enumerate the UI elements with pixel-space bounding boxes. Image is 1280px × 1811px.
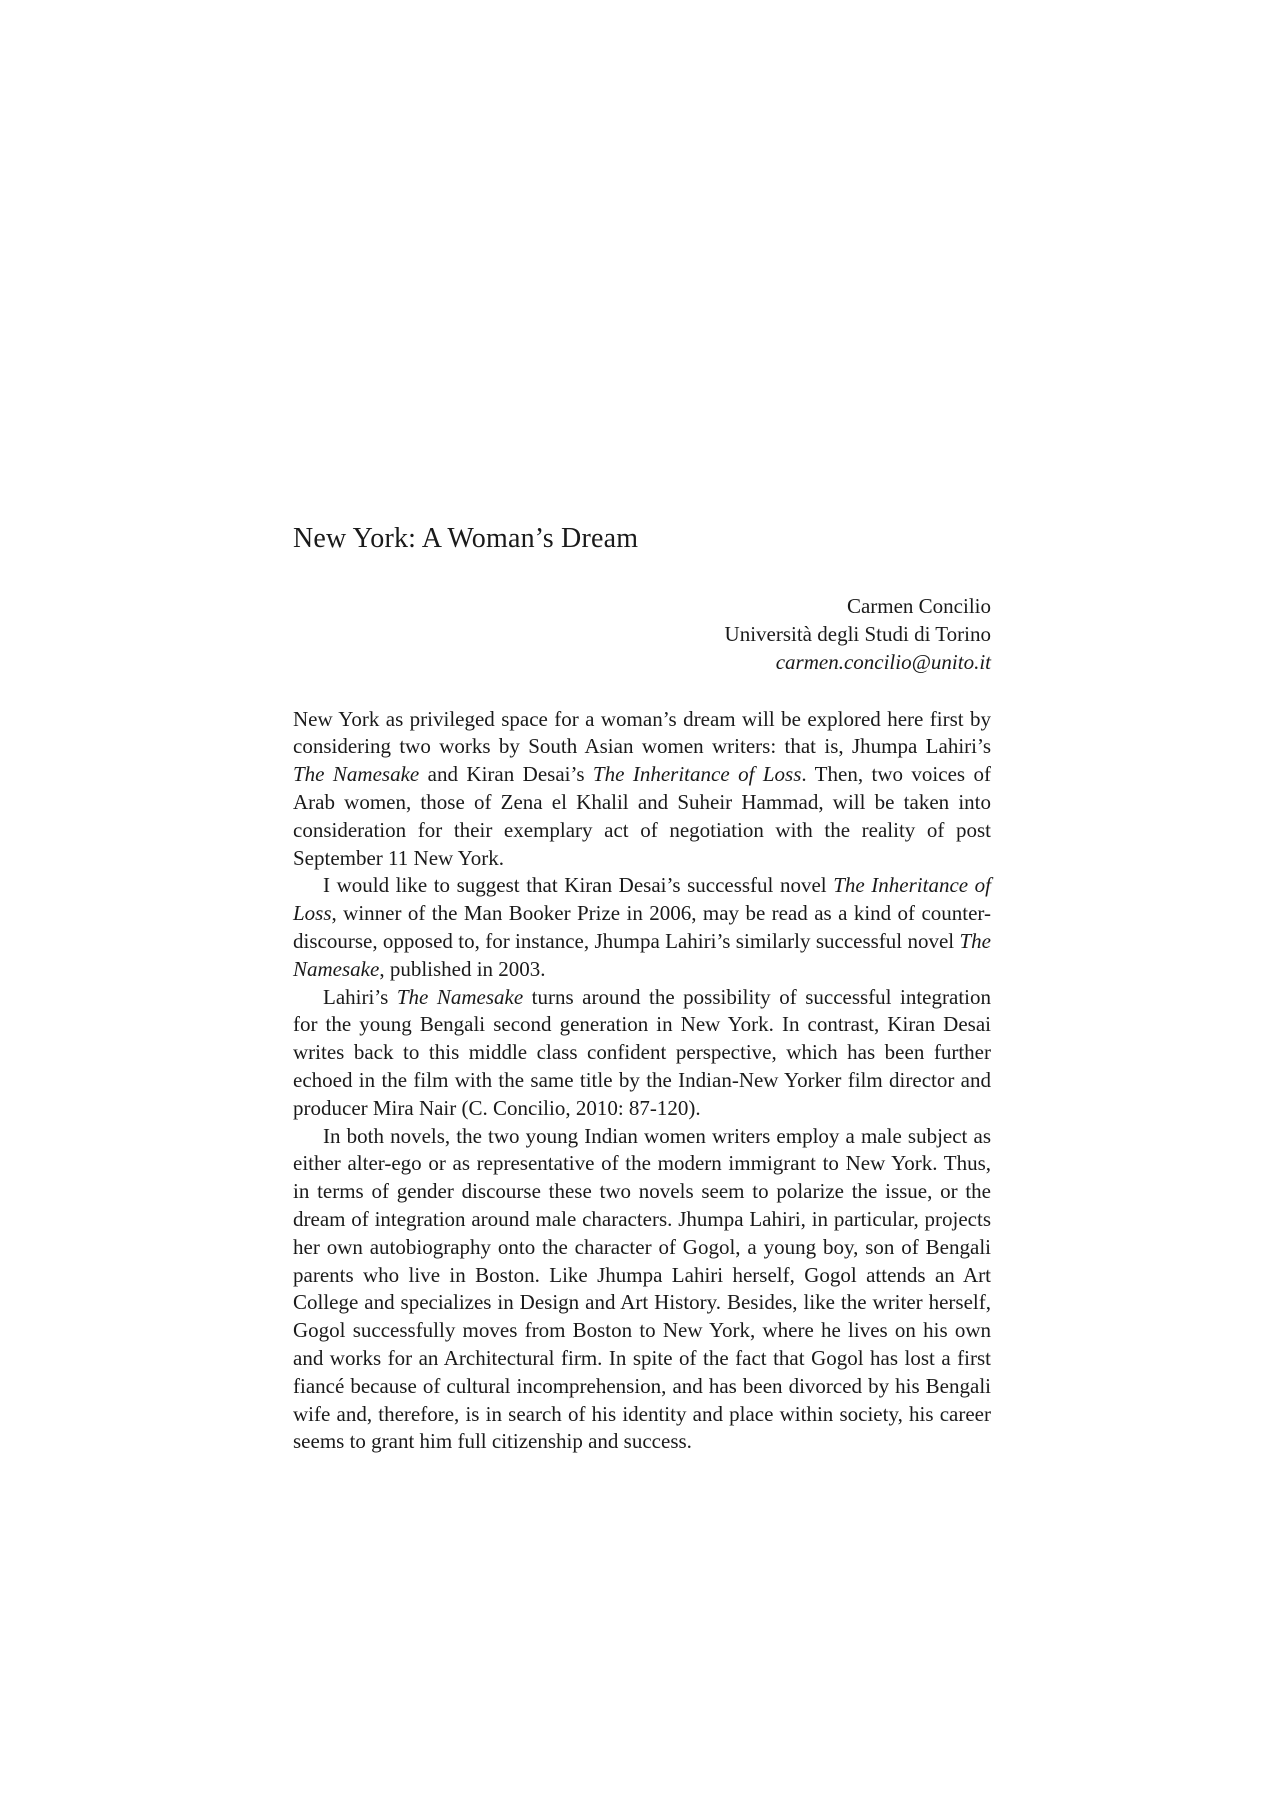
paragraph-text: turns around the possibility of successful integration for the young Bengali second generation in New York. In contrast, Kiran Desai writes back to this middle class confident perspective, which has been further echoed in the film with the same title by the Indian-New Yorker film director and producer Mira Nair (C. Concilio, 2010: 87-120). — [293, 984, 991, 1120]
paragraph-text: New York as privileged space for a woman’s dream will be explored here first by considering two works by South Asian women writers: that is, Jhumpa Lahiri’s — [293, 706, 991, 759]
paragraph-text: , winner of the Man Booker Prize in 2006, may be read as a kind of counter-discourse, opposed to, for instance, Jhumpa Lahiri’s similarly successful novel — [293, 901, 991, 953]
page-content — [293, 522, 991, 1456]
author-name: Carmen Concilio — [846, 593, 991, 618]
paragraph-1 — [293, 706, 991, 873]
paragraph-4 — [293, 1123, 991, 1457]
paragraph-text: I would like to suggest that Kiran Desai’s successful novel — [323, 873, 834, 898]
book-title: The Namesake — [396, 984, 524, 1009]
paragraph-text: . Then, two voices of Arab women, those of Zena el Khalil and Suheir Hammad, will be taken into consideration for their exemplary act of negotiation with the reality of post September 11 New York. — [293, 762, 991, 870]
paragraph-text: , published in 2003. — [379, 956, 546, 981]
book-title: The Inheritance of Loss — [592, 762, 802, 787]
paragraph-2 — [293, 872, 991, 983]
article-body — [293, 706, 991, 1457]
author-email: carmen.concilio@unito.it — [775, 649, 991, 674]
paragraph-text: Lahiri’s — [323, 984, 397, 1009]
author-block — [293, 592, 991, 676]
paragraph-3 — [293, 984, 991, 1123]
author-affiliation: Università degli Studi di Torino — [724, 621, 991, 646]
paragraph-text: and Kiran Desai’s — [419, 762, 593, 787]
book-title: The Namesake — [293, 928, 991, 981]
book-title: The Namesake — [293, 762, 420, 787]
paragraph-text: In both novels, the two young Indian women writers employ a male subject as either alter-ego or as representative of the modern immigrant to New York. Thus, in terms of gender discourse these two novels seem to polarize the issue, or the dream of integration around male characters. Jhumpa Lahiri, in particular, projects her own autobiography onto the character of Gogol, a young boy, son of Bengali parents who live in Boston. Like Jhumpa Lahiri herself, Gogol attends an Art College and specializes in Design and Art History. Besides, like the writer herself, Gogol successfully moves from Boston to New York, where he lives on his own and works for an Architectural firm. In spite of the fact that Gogol has lost a first fiancé because of cultural incomprehension, and has been divorced by his Bengali wife and, therefore, is in search of his identity and place within society, his career seems to grant him full citizenship and success. — [293, 1123, 991, 1454]
article-title: New York: A Woman’s Dream — [293, 523, 639, 554]
book-title: The Inheritance of Loss — [293, 873, 991, 926]
